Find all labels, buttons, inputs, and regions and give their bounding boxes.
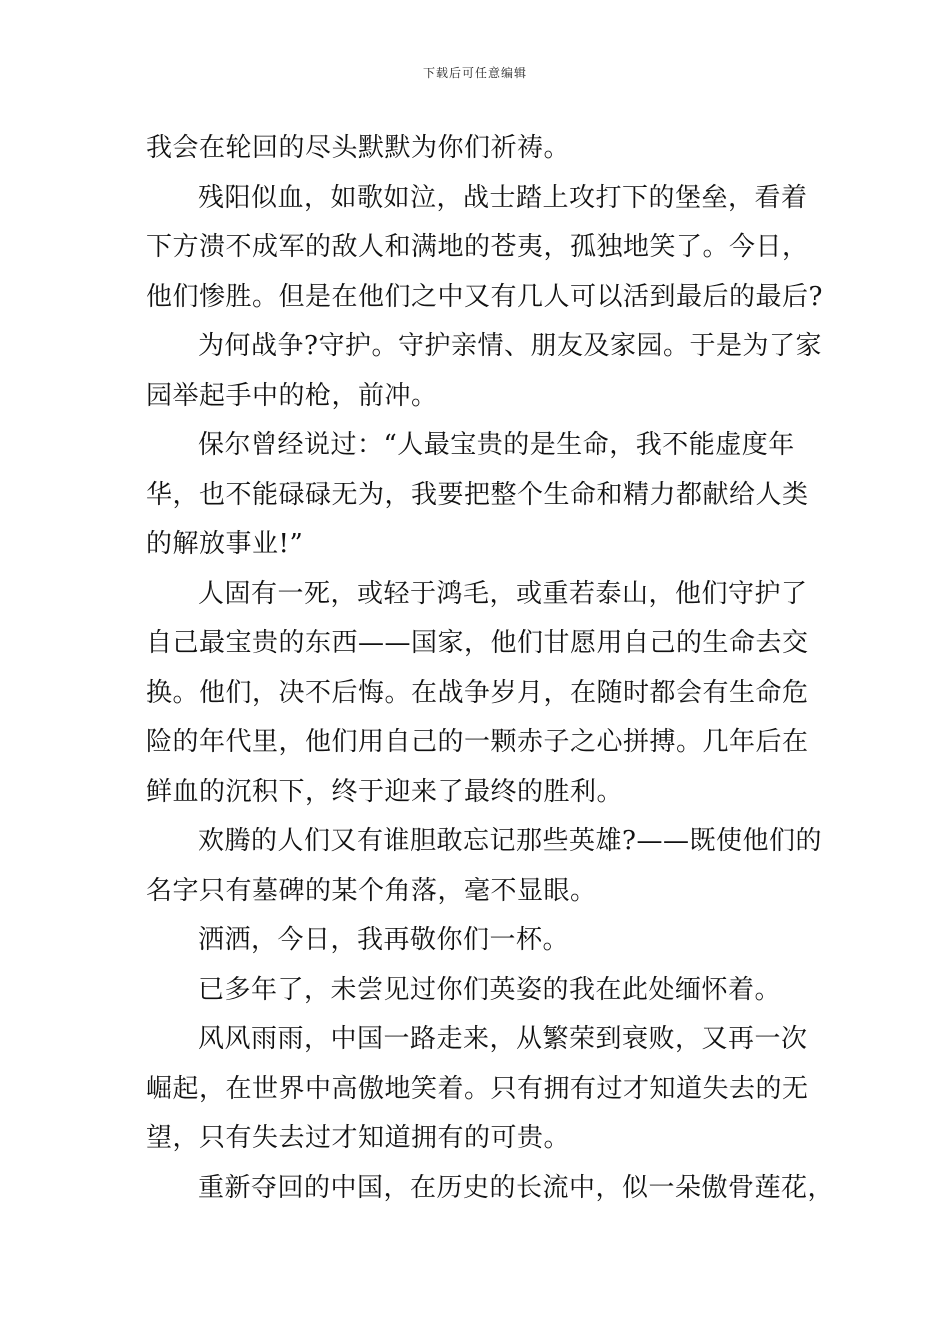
text-line: 险的年代里，他们用自己的一颗赤子之心拼搏。几年后在	[146, 727, 809, 757]
paragraph	[146, 966, 816, 1016]
text-line: 残阳似血，如歌如泣，战士踏上攻打下的堡垒，看着	[198, 182, 808, 213]
text-line: 的解放事业!”	[146, 529, 304, 559]
text-line: 换。他们，决不后悔。在战争岁月，在随时都会有生命危	[146, 677, 809, 708]
text-line: 欢腾的人们又有谁胆敢忘记那些英雄?——既使他们的	[198, 826, 822, 856]
page-header: 下载后可任意编辑	[422, 66, 527, 80]
text-line: 重新夺回的中国，在历史的长流中，似一朵傲骨莲花，	[198, 1172, 835, 1203]
text-line: 鲜血的沉积下，终于迎来了最终的胜利。	[146, 776, 624, 807]
text-line: 风风雨雨，中国一路走来，从繁荣到衰败，又再一次	[198, 1024, 808, 1054]
text-line: 自己最宝贵的东西——国家，他们甘愿用自己的生命去交	[146, 628, 809, 658]
paragraph	[146, 174, 823, 323]
paragraph	[146, 570, 816, 818]
paragraph	[146, 1015, 816, 1164]
text-line: 园举起手中的枪，前冲。	[146, 380, 438, 411]
text-line: 下方溃不成军的敌人和满地的苍夷，孤独地笑了。今日，	[146, 232, 809, 262]
text-line: 崛起，在世界中高傲地笑着。只有拥有过才知道失去的无	[146, 1073, 809, 1104]
text-line: 洒洒，今日，我再敬你们一杯。	[198, 925, 570, 955]
text-line: 人固有一死，或轻于鸿毛，或重若泰山，他们守护了	[198, 578, 808, 609]
text-line: 华，也不能碌碌无为，我要把整个生命和精力都献给人类	[146, 479, 809, 510]
document-body	[146, 124, 835, 1213]
paragraph	[146, 322, 822, 421]
text-line: 我会在轮回的尽头默默为你们祈祷。	[146, 133, 571, 163]
text-line: 已多年了，未尝见过你们英姿的我在此处缅怀着。	[198, 974, 782, 1005]
paragraph	[146, 421, 816, 570]
paragraph	[146, 1164, 835, 1214]
text-line: 名字只有墓碑的某个角落，毫不显眼。	[146, 875, 597, 906]
text-line: 他们惨胜。但是在他们之中又有几人可以活到最后的最后?	[146, 281, 823, 312]
text-line: 望，只有失去过才知道拥有的可贵。	[146, 1123, 571, 1153]
text-line: 为何战争?守护。守护亲情、朋友及家园。于是为了家	[198, 331, 822, 361]
paragraph	[146, 124, 816, 174]
paragraph	[146, 817, 822, 916]
paragraph	[146, 916, 816, 966]
text-line: 保尔曾经说过：“人最宝贵的是生命，我不能虚度年	[198, 430, 795, 460]
